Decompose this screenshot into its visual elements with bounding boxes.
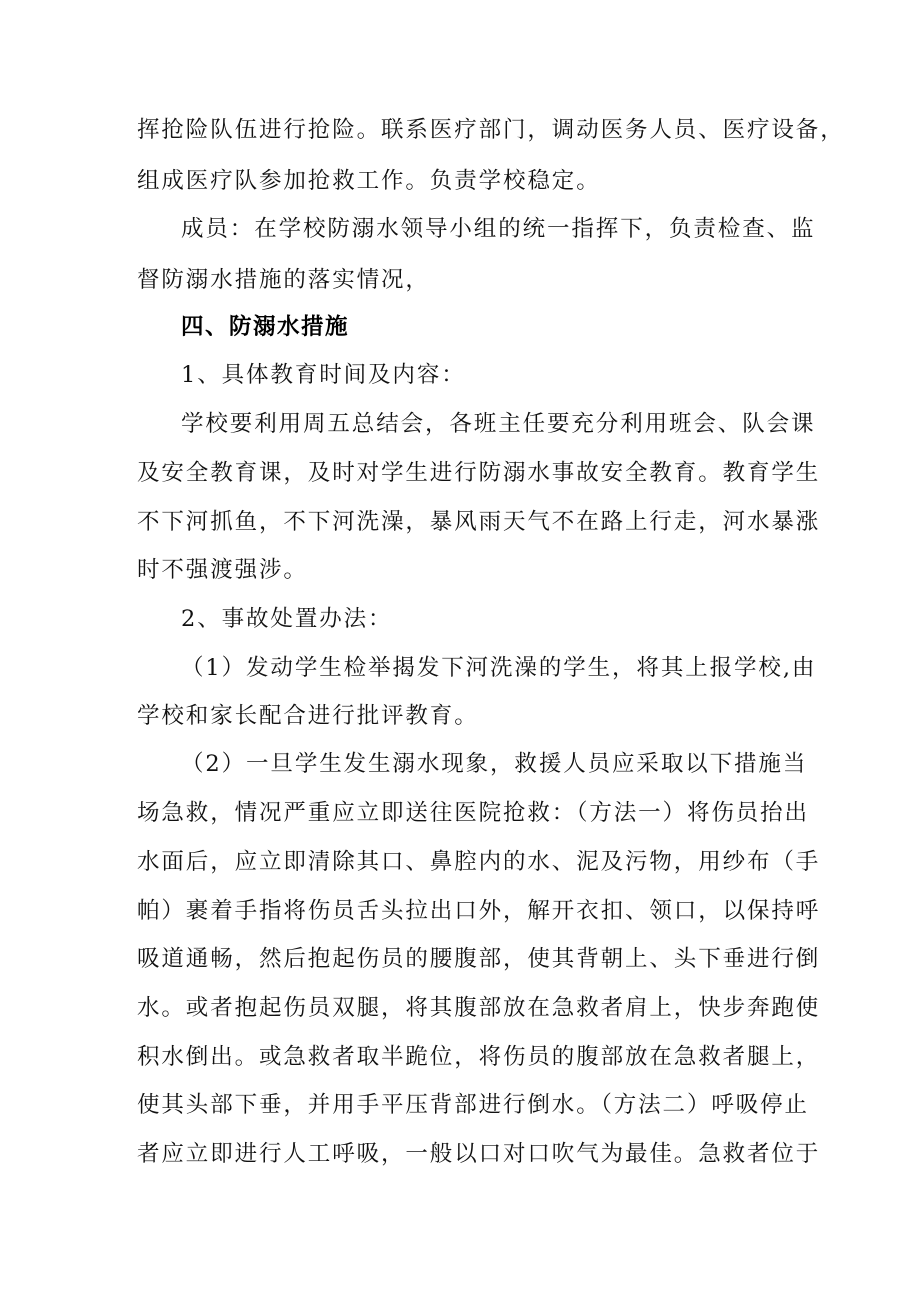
paragraph-line: （1）发动学生检举揭发下河洗澡的学生，将其上报学校,由 [181,655,817,681]
paragraph-line: 水。或者抱起伤员双腿，将其腹部放在急救者肩上，快步奔跑使 [137,995,821,1021]
paragraph-line: 场急救，情况严重应立即送往医院抢救：（方法一）将伤员抬出 [137,800,809,826]
paragraph-line: 时不强渡强涉。 [137,557,308,583]
paragraph-line: 吸道通畅，然后抱起伤员的腰腹部，使其背朝上、头下垂进行倒 [137,946,821,972]
paragraph-line: 成员：在学校防溺水领导小组的统一指挥下，负责检查、监 [181,216,816,242]
paragraph-line: （2）一旦学生发生溺水现象，救援人员应采取以下措施当 [181,751,808,777]
paragraph-line: 不下河抓鱼，不下河洗澡，暴风雨天气不在路上行走，河水暴涨 [137,509,821,535]
paragraph-line: 者应立即进行人工呼吸，一般以口对口吹气为最佳。急救者位于 [137,1141,821,1167]
paragraph-line: 使其头部下垂，并用手平压背部进行倒水。（方法二）呼吸停止 [137,1092,809,1118]
paragraph-line: 组成医疗队参加抢救工作。负责学校稳定。 [137,168,601,194]
paragraph-line: 学校要利用周五总结会，各班主任要充分利用班会、队会课 [181,411,816,437]
subsection-heading: 1、具体教育时间及内容： [181,362,466,388]
section-heading: 四、防溺水措施 [181,314,350,340]
paragraph-line: 学校和家长配合进行批评教育。 [137,703,479,729]
paragraph-line: 督防溺水措施的落实情况， [137,267,430,293]
paragraph-line: 帕）裹着手指将伤员舌头拉出口外，解开衣扣、领口，以保持呼 [137,898,821,924]
paragraph-line: 挥抢险队伍进行抢险。联系医疗部门，调动医务人员、医疗设备， [137,117,845,143]
paragraph-line: 水面后，应立即清除其口、鼻腔内的水、泥及污物，用纱布（手 [137,849,821,875]
subsection-heading: 2、事故处置办法： [181,606,393,632]
paragraph-line: 积水倒出。或急救者取半跪位，将伤员的腹部放在急救者腿上， [137,1044,821,1070]
paragraph-line: 及安全教育课，及时对学生进行防溺水事故安全教育。教育学生 [137,460,821,486]
